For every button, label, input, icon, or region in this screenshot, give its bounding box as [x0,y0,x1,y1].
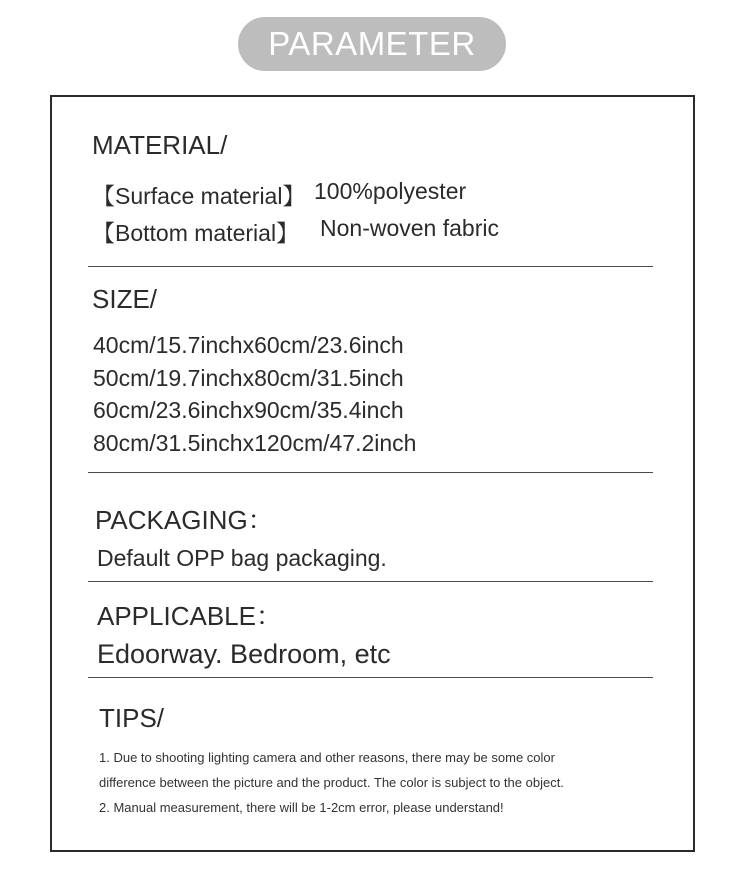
parameter-banner [238,17,506,71]
divider-applicable [88,677,653,678]
surface-material-label: 【Surface material】 [92,183,306,209]
divider-packaging [88,581,653,582]
size-item: 50cm/19.7inchx80cm/31.5inch [93,365,404,391]
bottom-material-value: Non-woven fabric [320,215,499,241]
applicable-heading: APPLICABLE： [97,601,282,631]
tip-line: 1. Due to shooting lighting camera and other reasons, there may be some color [99,750,555,765]
tips-heading: TIPS/ [99,703,165,733]
tip-line: 2. Manual measurement, there will be 1-2cm error, please understand! [99,800,504,815]
size-item: 80cm/31.5inchx120cm/47.2inch [93,430,417,456]
size-heading: SIZE/ [92,284,158,314]
size-item: 40cm/15.7inchx60cm/23.6inch [93,332,404,358]
surface-material-value: 100%polyester [314,178,467,204]
size-item: 60cm/23.6inchx90cm/35.4inch [93,397,404,423]
applicable-text: Edoorway. Bedroom, etc [97,639,391,669]
banner-title: PARAMETER [268,25,476,62]
divider-size [88,472,653,473]
divider-material [88,266,653,267]
bottom-material-label: 【Bottom material】 [92,220,300,246]
material-heading: MATERIAL/ [92,130,228,160]
packaging-heading: PACKAGING： [95,505,274,535]
packaging-text: Default OPP bag packaging. [97,545,387,571]
tip-line: difference between the picture and the product. The color is subject to the object. [99,775,564,790]
